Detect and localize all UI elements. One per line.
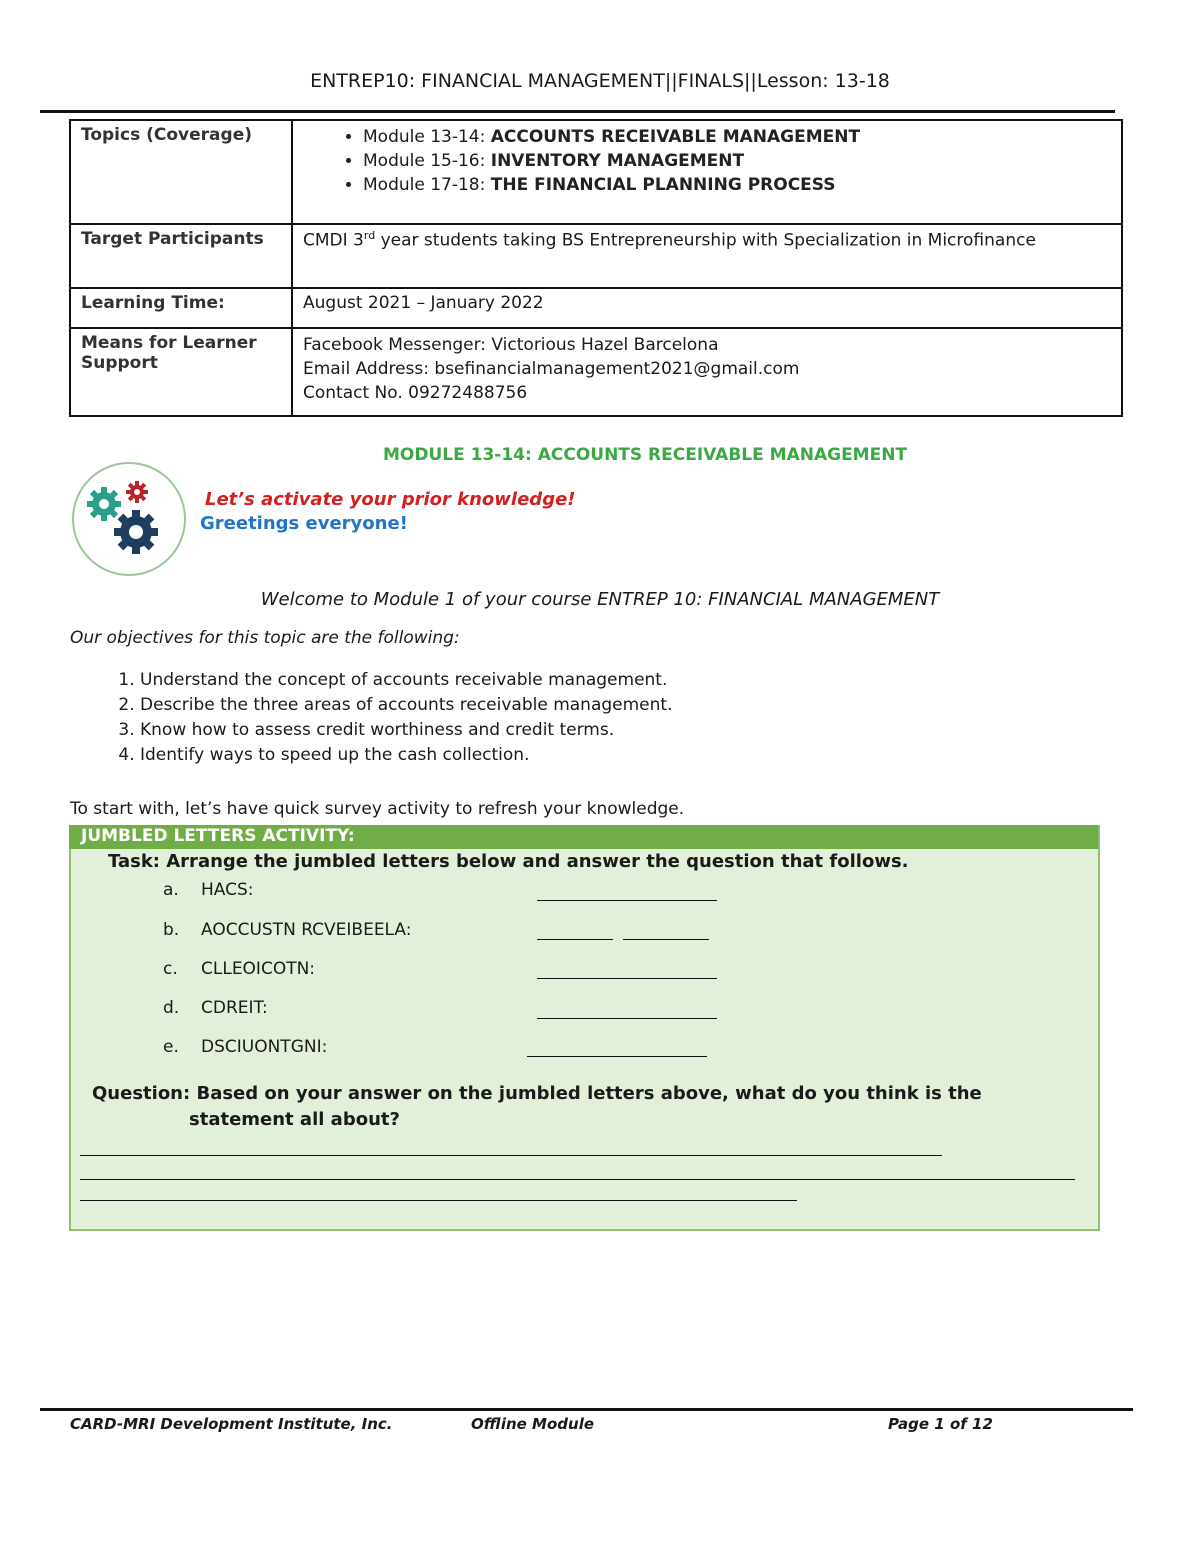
list-item: • Module 15-16: INVENTORY MANAGEMENT: [363, 149, 1111, 173]
row-label: Target Participants: [70, 224, 292, 288]
table-row: [70, 224, 1122, 288]
answer-blank[interactable]: [537, 978, 717, 979]
gears-icon: [72, 462, 186, 576]
document-title: ENTREP10: FINANCIAL MANAGEMENT||FINALS||Lesson: 13-18: [310, 70, 890, 92]
table-row: [70, 120, 1122, 224]
jumbled-item: [163, 920, 763, 944]
email-line: Email Address: bsefinancialmanagement2021@gmail.com: [303, 359, 800, 379]
answer-blank[interactable]: [537, 1018, 717, 1019]
activate-prompt: Let’s activate your prior knowledge!: [205, 489, 576, 510]
list-item: 1. Understand the concept of accounts receivable management.: [140, 668, 673, 693]
answer-line[interactable]: [80, 1179, 1075, 1180]
question-text: Question: Based on your answer on the jumbled letters above, what do you think is the statement all about?: [92, 1083, 982, 1130]
list-item: 4. Identify ways to speed up the cash collection.: [140, 743, 673, 768]
item-text: HACS:: [201, 880, 254, 900]
welcome-text: Welcome to Module 1 of your course ENTREP 10: FINANCIAL MANAGEMENT: [260, 589, 940, 610]
footer-divider: [40, 1408, 1133, 1411]
list-item: • Module 17-18: THE FINANCIAL PLANNING PROCESS: [363, 173, 1111, 197]
item-text: CLLEOICOTN:: [201, 959, 316, 979]
messenger-line: Facebook Messenger: Victorious Hazel Barcelona: [303, 335, 719, 355]
activity-title: JUMBLED LETTERS ACTIVITY:: [81, 826, 355, 846]
item-text: DSCIUONTGNI:: [201, 1037, 328, 1057]
item-letter: b.: [163, 920, 180, 940]
answer-line[interactable]: [80, 1155, 942, 1156]
item-letter: c.: [163, 959, 178, 979]
objectives-intro: Our objectives for this topic are the following:: [70, 628, 460, 648]
footer-type: Offline Module: [471, 1415, 595, 1433]
question-label: Question:: [92, 1083, 191, 1104]
item-text: CDREIT:: [201, 998, 268, 1018]
answer-blank[interactable]: [623, 939, 709, 940]
task-instruction: Task: Arrange the jumbled letters below and answer the question that follows.: [108, 851, 909, 872]
item-letter: a.: [163, 880, 179, 900]
answer-line[interactable]: [80, 1200, 797, 1201]
row-value: CMDI 3rd year students taking BS Entrepreneurship with Specialization in Microfinance: [292, 224, 1122, 288]
item-letter: e.: [163, 1037, 179, 1057]
table-row: [70, 288, 1122, 328]
start-text: To start with, let’s have quick survey activity to refresh your knowledge.: [70, 799, 685, 819]
answer-blank[interactable]: [527, 1056, 707, 1057]
module-heading: MODULE 13-14: ACCOUNTS RECEIVABLE MANAGEMENT: [382, 445, 908, 465]
footer-org: CARD-MRI Development Institute, Inc.: [70, 1415, 393, 1433]
jumbled-item: [163, 959, 763, 983]
row-value: [292, 120, 1122, 224]
objectives-list: [100, 668, 673, 768]
header-divider: [40, 110, 1115, 113]
contact-line: Contact No. 09272488756: [303, 383, 528, 403]
activity-header: [69, 825, 1098, 849]
answer-blank[interactable]: [537, 939, 613, 940]
greeting: Greetings everyone!: [200, 513, 408, 534]
item-text: AOCCUSTN RCVEIBEELA:: [201, 920, 412, 940]
topics-list: [303, 125, 1111, 197]
row-value: August 2021 – January 2022: [292, 288, 1122, 328]
item-letter: d.: [163, 998, 180, 1018]
course-info-table: [69, 119, 1123, 417]
row-label: Learning Time:: [70, 288, 292, 328]
table-row: [70, 328, 1122, 416]
jumbled-item: [163, 1037, 763, 1061]
row-value: [292, 328, 1122, 416]
list-item: 2. Describe the three areas of accounts receivable management.: [140, 693, 673, 718]
row-label: Means for Learner Support: [70, 328, 292, 416]
answer-blank[interactable]: [537, 900, 717, 901]
row-label: Topics (Coverage): [70, 120, 292, 224]
footer-page: Page 1 of 12: [888, 1415, 993, 1433]
list-item: 3. Know how to assess credit worthiness and credit terms.: [140, 718, 673, 743]
list-item: • Module 13-14: ACCOUNTS RECEIVABLE MANAGEMENT: [363, 125, 1111, 149]
